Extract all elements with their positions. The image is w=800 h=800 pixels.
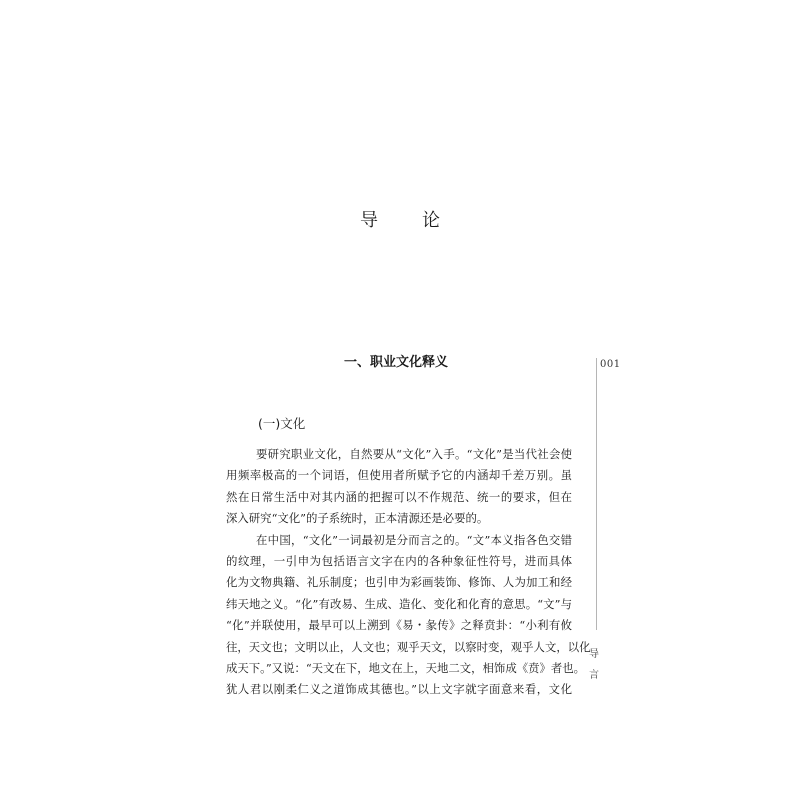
body-line: 用频率极高的一个词语，但使用者所赋予它的内涵却千差万别。虽 [226, 468, 572, 483]
body-line: 然在日常生活中对其内涵的把握可以不作规范、统一的要求，但在 [226, 489, 572, 504]
body-line: 的纹理，一引申为包括语言文字在内的各种象征性符号，进而具体 [226, 553, 572, 568]
body-text [226, 444, 591, 701]
running-head-char-1: 导 [589, 649, 599, 660]
chapter-title-part2: 论 [422, 210, 440, 231]
running-head-char-2: 言 [589, 670, 599, 681]
body-line: 纬天地之义。“化”有改易、生成、造化、变化和化育的意思。“文”与 [226, 596, 572, 611]
section-heading: 一、职业文化释义 [344, 355, 449, 370]
subsection-heading: (一)文化 [258, 416, 306, 431]
body-line: 要研究职业文化，自然要从“文化”入手。“文化”是当代社会使 [256, 447, 572, 461]
chapter-title [0, 206, 800, 234]
running-head [589, 644, 603, 686]
body-line: 深入研究“文化”的子系统时，正本清源还是必要的。 [226, 511, 489, 526]
page-number: 001 [600, 359, 621, 370]
body-line: 化为文物典籍、礼乐制度；也引申为彩画装饰、修饰、人为加工和经 [226, 575, 572, 590]
body-line: 往，天文也；文明以止，人文也；观乎天文，以察时变，观乎人文，以化 [226, 639, 591, 654]
chapter-title-part1: 导 [360, 210, 378, 231]
body-line: 成天下。”又说：“天文在下，地文在上，天地二文，相饰成《贲》者也。 [226, 660, 586, 675]
margin-rule [596, 358, 597, 630]
body-line: “化”并联使用，最早可以上溯到《易・彖传》之释贲卦：“小利有攸 [226, 618, 572, 633]
body-line: 犹人君以刚柔仁义之道饰成其德也。”以上文字就字面意来看，文化 [226, 682, 572, 697]
body-line: 在中国，“文化”一词最初是分而言之的。“文”本义指各色交错 [256, 532, 572, 547]
